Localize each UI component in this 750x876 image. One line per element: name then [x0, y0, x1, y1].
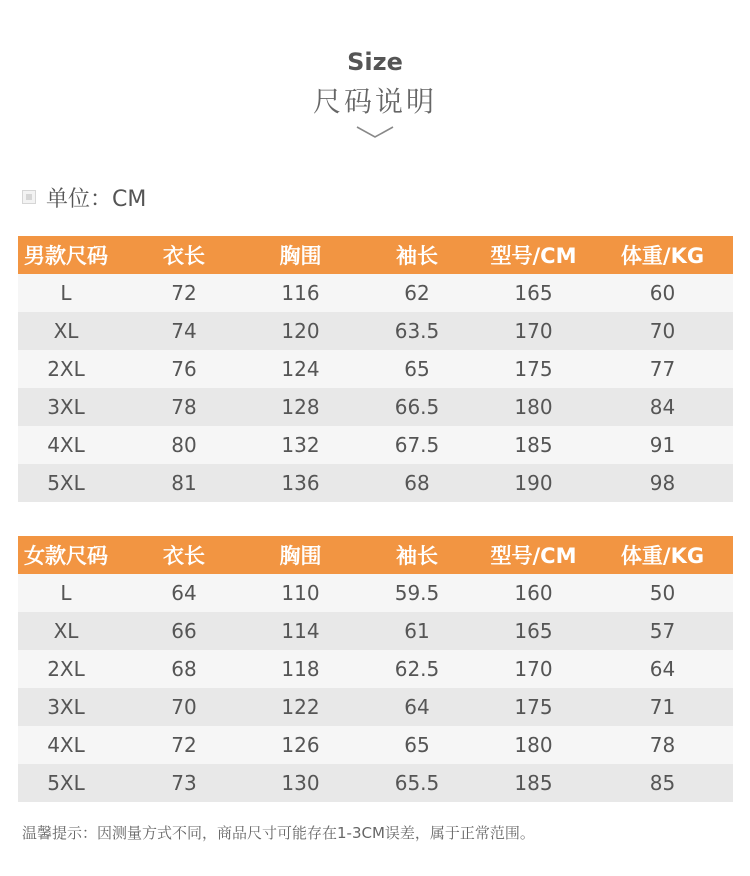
- column-header: 衣长: [163, 544, 205, 568]
- table-row: [18, 350, 733, 388]
- table-cell: 98: [649, 471, 676, 495]
- column-header: 袖长: [396, 244, 438, 268]
- table-row: [18, 688, 733, 726]
- table-cell: L: [60, 581, 72, 605]
- column-header: 型号/CM: [490, 544, 577, 568]
- square-bullet-icon: [22, 190, 36, 204]
- table-cell: 68: [171, 657, 197, 681]
- table-cell: 64: [171, 581, 197, 605]
- table-cell: 78: [171, 395, 197, 419]
- table-cell: 124: [281, 357, 320, 381]
- table-cell: 65: [404, 733, 430, 757]
- table-cell: 114: [281, 619, 320, 643]
- table-cell: 62.5: [394, 657, 440, 681]
- table-cell: 175: [514, 357, 553, 381]
- table-header-row: [18, 536, 733, 574]
- column-header: 女款尺码: [24, 544, 108, 568]
- table-cell: 70: [171, 695, 197, 719]
- table-cell: 170: [514, 319, 553, 343]
- table-cell: 118: [281, 657, 320, 681]
- table-cell: 60: [649, 281, 676, 305]
- table-row: [18, 312, 733, 350]
- table-cell: 91: [649, 433, 676, 457]
- table-cell: XL: [53, 319, 79, 343]
- table-cell: 57: [649, 619, 676, 643]
- table-cell: 74: [171, 319, 197, 343]
- table-cell: 59.5: [394, 581, 440, 605]
- table-cell: 180: [514, 395, 553, 419]
- table-cell: 3XL: [47, 695, 85, 719]
- column-header: 型号/CM: [490, 244, 577, 268]
- table-cell: 110: [281, 581, 320, 605]
- table-row: [18, 274, 733, 312]
- column-header: 男款尺码: [24, 244, 108, 268]
- table-cell: 67.5: [394, 433, 440, 457]
- table-cell: 71: [649, 695, 676, 719]
- unit-row: [22, 180, 146, 214]
- table-cell: 68: [404, 471, 430, 495]
- table-cell: 76: [171, 357, 197, 381]
- unit-label: 单位：CM: [46, 186, 147, 212]
- table-cell: 73: [171, 771, 197, 795]
- table-cell: 175: [514, 695, 553, 719]
- table-cell: 63.5: [394, 319, 440, 343]
- table-cell: 130: [281, 771, 320, 795]
- table-cell: 84: [649, 395, 676, 419]
- table-cell: 132: [281, 433, 320, 457]
- table-row: [18, 764, 733, 802]
- table-cell: 2XL: [47, 357, 85, 381]
- table-cell: 165: [514, 619, 553, 643]
- table-cell: 70: [649, 319, 676, 343]
- column-header: 胸围: [279, 244, 322, 268]
- table-cell: 2XL: [47, 657, 85, 681]
- table-cell: 65.5: [394, 771, 440, 795]
- size-heading-en: Size: [347, 48, 403, 76]
- table-row: [18, 650, 733, 688]
- table-cell: 116: [281, 281, 320, 305]
- table-row: [18, 464, 733, 502]
- table-cell: 72: [171, 733, 197, 757]
- table-cell: 136: [281, 471, 320, 495]
- table-row: [18, 574, 733, 612]
- table-cell: 160: [514, 581, 553, 605]
- table-header-row: [18, 236, 733, 274]
- column-header: 袖长: [396, 544, 438, 568]
- table-cell: 126: [281, 733, 320, 757]
- table-cell: 64: [649, 657, 676, 681]
- table-cell: 180: [514, 733, 553, 757]
- table-cell: 190: [514, 471, 553, 495]
- column-header: 体重/KG: [620, 544, 705, 568]
- table-cell: 3XL: [47, 395, 85, 419]
- column-header: 胸围: [279, 544, 322, 568]
- table-cell: 185: [514, 771, 553, 795]
- table-cell: 81: [171, 471, 197, 495]
- table-cell: 5XL: [47, 771, 85, 795]
- table-cell: XL: [53, 619, 79, 643]
- women-size-table: [18, 536, 733, 802]
- table-row: [18, 612, 733, 650]
- column-header: 衣长: [163, 244, 205, 268]
- table-cell: 128: [281, 395, 320, 419]
- table-cell: 64: [404, 695, 430, 719]
- table-cell: 4XL: [47, 733, 85, 757]
- table-cell: 80: [171, 433, 197, 457]
- measurement-note: 温馨提示：因测量方式不同，商品尺寸可能存在1-3CM误差，属于正常范围。: [22, 824, 535, 842]
- table-row: [18, 726, 733, 764]
- table-cell: 50: [649, 581, 676, 605]
- table-cell: 78: [649, 733, 676, 757]
- table-cell: 61: [404, 619, 430, 643]
- table-cell: 120: [281, 319, 320, 343]
- table-cell: 72: [171, 281, 197, 305]
- table-cell: 165: [514, 281, 553, 305]
- table-cell: 5XL: [47, 471, 85, 495]
- men-size-table: [18, 236, 733, 502]
- size-heading-cn: 尺码说明: [312, 85, 437, 118]
- table-cell: 122: [281, 695, 320, 719]
- table-cell: 4XL: [47, 433, 85, 457]
- table-cell: L: [60, 281, 72, 305]
- table-cell: 85: [649, 771, 676, 795]
- table-cell: 66.5: [394, 395, 440, 419]
- table-row: [18, 388, 733, 426]
- table-cell: 66: [171, 619, 197, 643]
- table-cell: 185: [514, 433, 553, 457]
- chevron-down-icon: [355, 124, 395, 140]
- table-cell: 62: [404, 281, 430, 305]
- table-cell: 65: [404, 357, 430, 381]
- table-cell: 77: [649, 357, 676, 381]
- table-cell: 170: [514, 657, 553, 681]
- table-row: [18, 426, 733, 464]
- column-header: 体重/KG: [620, 244, 705, 268]
